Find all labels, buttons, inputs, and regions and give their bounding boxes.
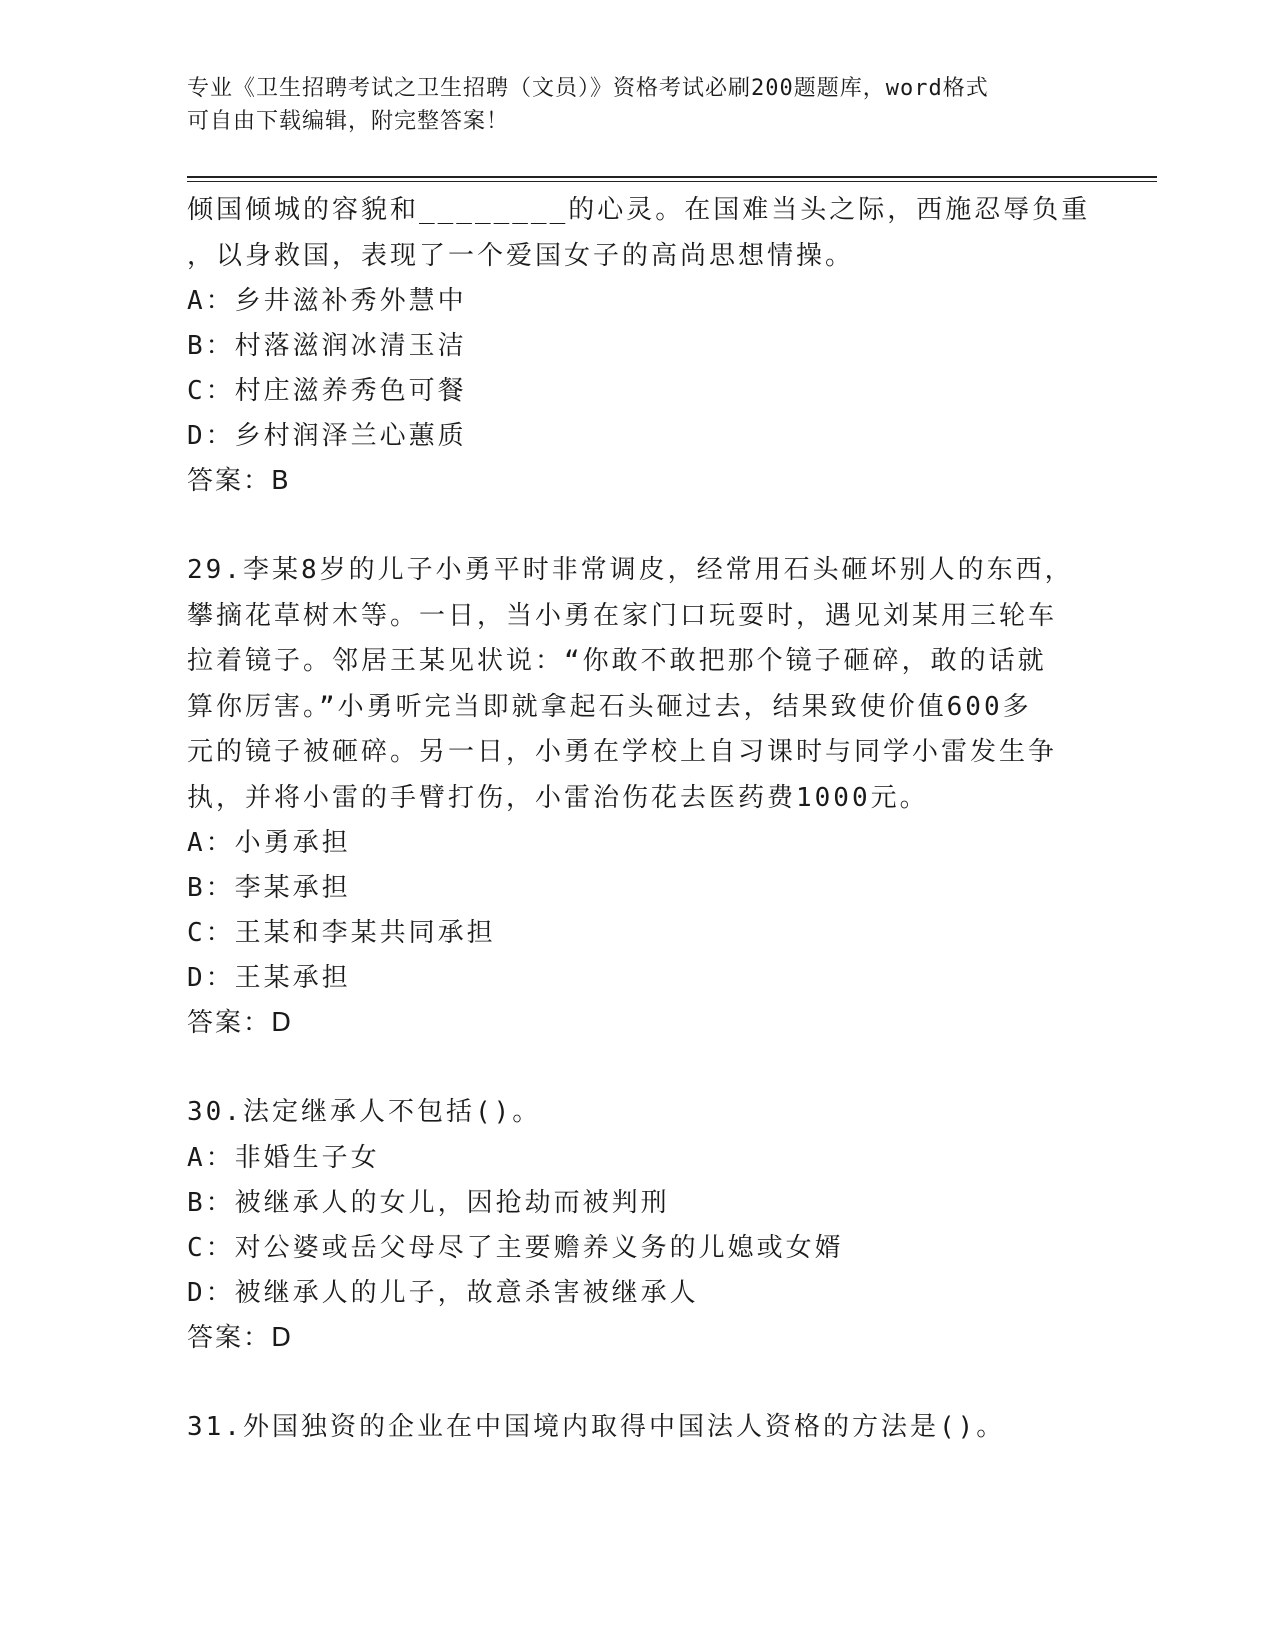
option-d: D：王某承担 [187,963,351,993]
option-d: D：乡村润泽兰心蕙质 [187,421,467,451]
question-stem-line: 31.外国独资的企业在中国境内取得中国法人资格的方法是()。 [187,1411,1006,1442]
question-stem-line: 拉着镜子。邻居王某见状说：“你敢不敢把那个镜子砸碎，敢的话就 [187,646,1047,676]
question-stem-line: 算你厉害。”小勇听完当即就拿起石头砸过去，结果致使价值600多 [187,691,1032,722]
option-a: A：非婚生子女 [187,1142,380,1173]
header-line-1: 专业《卫生招聘考试之卫生招聘（文员）》资格考试必刷200题题库，word格式 [187,76,989,101]
question-stem-line: 元的镜子被砸碎。另一日，小勇在学校上自习课时与同学小雷发生争 [187,737,1058,767]
option-c: C：对公婆或岳父母尽了主要赡养义务的儿媳或女婿 [187,1232,844,1263]
option-c: C：王某和李某共同承担 [187,918,496,948]
question-28 [187,188,1091,504]
question-stem-line: 攀摘花草树木等。一日，当小勇在家门口玩耍时，遇见刘某用三轮车 [187,600,1058,631]
question-stem-line: 执，并将小雷的手臂打伤，小雷治伤花去医药费1000元。 [187,782,929,813]
header-rule-thin [187,181,1157,182]
option-a: A：小勇承担 [187,828,351,858]
answer-label: 答案：D [187,1322,294,1353]
question-29 [187,548,1087,1046]
option-a: A：乡井滋补秀外慧中 [187,286,467,316]
question-30 [187,1090,1087,1361]
question-stem-line: 30.法定继承人不包括()。 [187,1097,542,1127]
answer-label: 答案：D [187,1008,294,1038]
answer-label: 答案：B [187,466,291,496]
question-stem-line: 29.李某8岁的儿子小勇平时非常调皮，经常用石头砸坏别人的东西， [187,555,1074,585]
question-list [187,188,1091,1450]
option-b: B：被继承人的女儿，因抢劫而被判刑 [187,1187,670,1218]
question-stem-line: 倾国倾城的容貌和________的心灵。在国难当头之际，西施忍辱负重 [187,195,1091,225]
question-31 [187,1405,1087,1451]
option-b: B：李某承担 [187,873,351,903]
header-rule-thick [187,176,1157,178]
option-d: D：被继承人的儿子，故意杀害被继承人 [187,1277,699,1308]
option-c: C：村庄滋养秀色可餐 [187,376,467,406]
header-line-2: 可自由下载编辑，附完整答案！ [187,109,510,134]
document-header [187,72,1067,138]
question-stem-line: ，以身救国，表现了一个爱国女子的高尚思想情操。 [187,240,855,271]
option-b: B：村落滋润冰清玉洁 [187,331,467,361]
